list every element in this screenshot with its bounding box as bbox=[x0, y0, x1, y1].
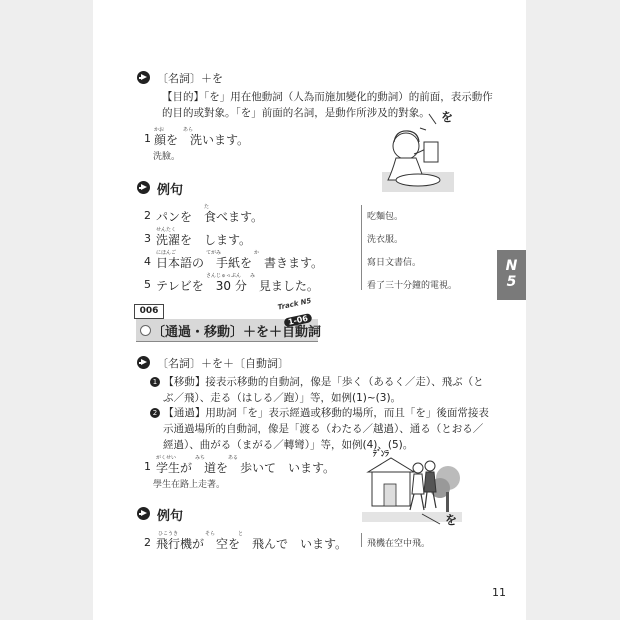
meaning-line-2: 的目的或對象。「を」前面的名詞，是動作所涉及的對象。 bbox=[162, 107, 430, 119]
ruby: さんじゅっぷん bbox=[206, 273, 242, 279]
example-number: 3 bbox=[144, 232, 151, 245]
example-sentence: 洗濯を します。 bbox=[156, 233, 252, 247]
example-number: 1 bbox=[144, 132, 151, 145]
ruby: み bbox=[250, 273, 256, 279]
ruby: と bbox=[238, 531, 244, 537]
point-2-line-2: 示通過場所的自動詞，像是「渡る（わたる／越過）、通る（とおる／ bbox=[163, 423, 484, 435]
grammar-number: 006 bbox=[134, 304, 164, 319]
ruby: せんたく bbox=[156, 227, 177, 233]
translation-divider bbox=[361, 533, 362, 547]
circled-number-icon: 1 bbox=[150, 377, 160, 387]
track-number: 1-06 bbox=[283, 313, 312, 328]
example-translation: 吃麵包。 bbox=[367, 212, 404, 222]
ruby: そら bbox=[205, 531, 216, 537]
point-2-line-3: 經過）、曲がる（まがる／轉彎）」等，如例(4)、(5)。 bbox=[163, 439, 414, 451]
ruby: ある bbox=[228, 455, 239, 461]
arrow-bullet-icon bbox=[137, 507, 150, 520]
illustration-sign: ﾃﾞﾝﾗ bbox=[373, 449, 389, 458]
example-number: 2 bbox=[144, 209, 151, 222]
ruby: た bbox=[204, 204, 210, 210]
example-translation: 學生在路上走著。 bbox=[153, 480, 226, 490]
example-translation: 看了三十分鐘的電視。 bbox=[367, 281, 458, 291]
ruby: みち bbox=[195, 455, 206, 461]
grammar-title: 〔通過・移動〕＋を＋自動詞 bbox=[152, 325, 322, 340]
arrow-bullet-icon bbox=[137, 71, 150, 84]
ruby: かお bbox=[154, 127, 165, 133]
bullet-dot-icon bbox=[140, 325, 151, 336]
arrow-bullet-icon bbox=[137, 181, 150, 194]
formula-noun-wo-intransitive: 〔名詞〕＋を＋〔自動詞〕 bbox=[157, 357, 289, 370]
example-sentence: 飛行機が 空を 飛んで います。 bbox=[156, 537, 348, 551]
track-label: Track N5 bbox=[277, 296, 313, 312]
example-sentence: パンを 食べます。 bbox=[156, 210, 264, 224]
illustration-label: を bbox=[445, 513, 458, 527]
example-number: 2 bbox=[144, 536, 151, 549]
example-translation: 洗臉。 bbox=[153, 152, 181, 162]
example-translation: 飛機在空中飛。 bbox=[367, 539, 431, 549]
ruby: か bbox=[254, 250, 260, 256]
arrow-bullet-icon bbox=[137, 356, 150, 369]
circled-number-icon: 2 bbox=[150, 408, 160, 418]
example-number: 4 bbox=[144, 255, 151, 268]
page-number: 11 bbox=[492, 586, 506, 599]
example-sentence: テレビを 30 分 見ました。 bbox=[156, 279, 319, 293]
ruby: がくせい bbox=[156, 455, 177, 461]
examples-heading: 例句 bbox=[157, 183, 184, 198]
level-tab-line-1: N bbox=[505, 258, 518, 274]
ruby: あら bbox=[183, 127, 194, 133]
level-tab bbox=[497, 250, 526, 300]
point-2-line-1: 【通過】用助詞「を」表示經過或移動的場所，而且「を」後面常接表 bbox=[163, 407, 489, 419]
example-sentence: 顔を 洗います。 bbox=[154, 133, 250, 147]
ruby: ひこうき bbox=[158, 531, 179, 537]
ruby: にほんご bbox=[156, 250, 177, 256]
example-sentence: 学生が 道を 歩いて います。 bbox=[156, 461, 336, 475]
formula-noun-wo: 〔名詞〕＋を bbox=[157, 72, 223, 85]
example-translation: 洗衣服。 bbox=[367, 235, 404, 245]
translation-divider bbox=[361, 205, 362, 290]
example-number: 1 bbox=[144, 460, 151, 473]
point-1-line-2: ぶ／飛）、走る（はしる／跑）」等，如例(1)~(3)。 bbox=[163, 392, 402, 404]
point-1-line-1: 【移動】接表示移動的自動詞，像是「歩く（あるく／走）、飛ぶ（と bbox=[163, 376, 484, 388]
example-sentence: 日本語の 手紙を 書きます。 bbox=[156, 256, 324, 270]
point-1 bbox=[150, 374, 484, 390]
ruby: てがみ bbox=[206, 250, 222, 256]
point-2 bbox=[150, 405, 489, 421]
level-tab-line-2: 5 bbox=[506, 274, 517, 290]
meaning-line-1: 【目的】「を」用在他動詞（人為而施加變化的動詞）的前面，表示動作 bbox=[162, 91, 493, 103]
examples-heading: 例句 bbox=[157, 509, 184, 524]
illustration-label: を bbox=[441, 110, 454, 124]
example-number: 5 bbox=[144, 278, 151, 291]
example-translation: 寫日文書信。 bbox=[367, 258, 422, 268]
